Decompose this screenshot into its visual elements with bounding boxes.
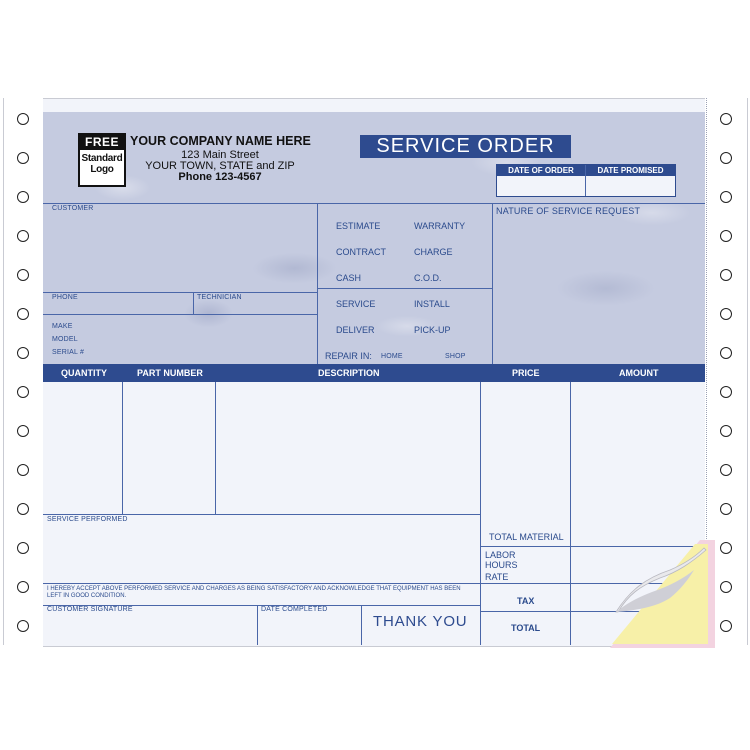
- col-divider-3: [480, 382, 481, 645]
- option-cash[interactable]: CASH: [336, 273, 362, 283]
- service-performed-label: SERVICE PERFORMED: [47, 516, 128, 523]
- date-completed-label: DATE COMPLETED: [261, 606, 328, 613]
- form-title: SERVICE ORDER: [360, 135, 571, 158]
- column-price: PRICE: [512, 368, 540, 378]
- option-install[interactable]: INSTALL: [414, 299, 450, 309]
- option-pickup[interactable]: PICK-UP: [414, 325, 451, 335]
- acceptance-statement: I HEREBY ACCEPT ABOVE PERFORMED SERVICE AND CHARGES AS BEING SATISFACTORY AND ACKNOWLEDGE THAT EQUIPMENT HAS BEEN LEFT IN GOOD CONDITION.: [47, 586, 461, 599]
- feed-hole: [17, 620, 29, 632]
- feed-hole: [720, 191, 732, 203]
- logo-logo-text: Logo: [90, 164, 114, 175]
- items-bottom-rule: [43, 514, 480, 515]
- option-cod[interactable]: C.O.D.: [414, 273, 442, 283]
- date-of-order-label: DATE OF ORDER: [497, 165, 585, 176]
- feed-hole: [720, 542, 732, 554]
- feed-hole: [720, 308, 732, 320]
- option-charge[interactable]: CHARGE: [414, 247, 453, 257]
- option-service[interactable]: SERVICE: [336, 299, 376, 309]
- technician-rule: [43, 314, 317, 315]
- total-material-label: TOTAL MATERIAL: [489, 532, 564, 542]
- phone-label: PHONE: [52, 294, 78, 301]
- company-city: YOUR TOWN, STATE and ZIP: [145, 160, 295, 172]
- option-estimate[interactable]: ESTIMATE: [336, 221, 381, 231]
- left-tractor-strip: [3, 98, 45, 645]
- feed-hole: [17, 113, 29, 125]
- option-deliver[interactable]: DELIVER: [336, 325, 375, 335]
- options-nature-divider: [492, 203, 493, 364]
- feed-hole: [17, 230, 29, 242]
- make-label: MAKE: [52, 323, 73, 330]
- feed-hole: [720, 347, 732, 359]
- option-warranty[interactable]: WARRANTY: [414, 221, 466, 231]
- feed-hole: [720, 464, 732, 476]
- repair-in-label: REPAIR IN:: [325, 351, 372, 361]
- hours-label: HOURS: [485, 560, 518, 570]
- nature-of-service-label: NATURE OF SERVICE REQUEST: [496, 206, 641, 216]
- feed-hole: [720, 269, 732, 281]
- feed-hole: [17, 542, 29, 554]
- company-name: YOUR COMPANY NAME HERE: [130, 134, 311, 148]
- column-amount: AMOUNT: [619, 368, 659, 378]
- feed-hole: [720, 620, 732, 632]
- customer-options-divider: [317, 203, 318, 364]
- feed-hole: [17, 191, 29, 203]
- date-divider: [585, 165, 586, 196]
- header-rule: [43, 203, 705, 204]
- column-description: DESCRIPTION: [318, 368, 380, 378]
- model-label: MODEL: [52, 336, 78, 343]
- feed-hole: [720, 113, 732, 125]
- feed-hole: [720, 386, 732, 398]
- feed-hole: [720, 503, 732, 515]
- feed-hole: [720, 425, 732, 437]
- option-shop[interactable]: SHOP: [445, 353, 466, 360]
- logo-free-text: FREE: [80, 135, 124, 150]
- column-quantity: QUANTITY: [61, 368, 107, 378]
- feed-hole: [17, 308, 29, 320]
- feed-hole: [720, 230, 732, 242]
- tax-label: TAX: [517, 596, 535, 606]
- feed-hole: [17, 464, 29, 476]
- date-promised-label: DATE PROMISED: [586, 165, 675, 176]
- logo-placeholder: [78, 133, 126, 187]
- date-thanks-divider: [361, 605, 362, 645]
- total-label: TOTAL: [511, 623, 541, 633]
- thank-you-text: THANK YOU: [373, 613, 468, 630]
- column-part-number: PART NUMBER: [137, 368, 203, 378]
- feed-hole: [720, 152, 732, 164]
- date-box: [496, 164, 676, 197]
- company-phone: Phone 123-4567: [178, 171, 262, 183]
- col-divider-2: [215, 382, 216, 514]
- feed-hole: [17, 152, 29, 164]
- feed-hole: [17, 269, 29, 281]
- technician-label: TECHNICIAN: [197, 294, 242, 301]
- serial-label: SERIAL #: [52, 349, 85, 356]
- feed-hole: [17, 581, 29, 593]
- phone-rule: [43, 292, 317, 293]
- signature-date-divider: [257, 605, 258, 645]
- options-rule: [317, 288, 492, 289]
- labor-label: LABOR: [485, 550, 516, 560]
- feed-hole: [720, 581, 732, 593]
- rate-label: RATE: [485, 572, 509, 582]
- col-divider-4: [570, 382, 571, 645]
- option-home[interactable]: HOME: [381, 353, 403, 360]
- feed-hole: [17, 347, 29, 359]
- option-contract[interactable]: CONTRACT: [336, 247, 386, 257]
- company-street: 123 Main Street: [181, 149, 259, 161]
- customer-signature-label: CUSTOMER SIGNATURE: [47, 606, 133, 613]
- customer-label: CUSTOMER: [52, 205, 94, 212]
- service-performed-rule: [43, 583, 480, 584]
- phone-tech-divider: [193, 292, 194, 314]
- carbonless-copies: [600, 540, 715, 650]
- feed-hole: [17, 425, 29, 437]
- feed-hole: [17, 503, 29, 515]
- logo-standard-text: Standard: [81, 153, 123, 164]
- feed-hole: [17, 386, 29, 398]
- col-divider-1: [122, 382, 123, 514]
